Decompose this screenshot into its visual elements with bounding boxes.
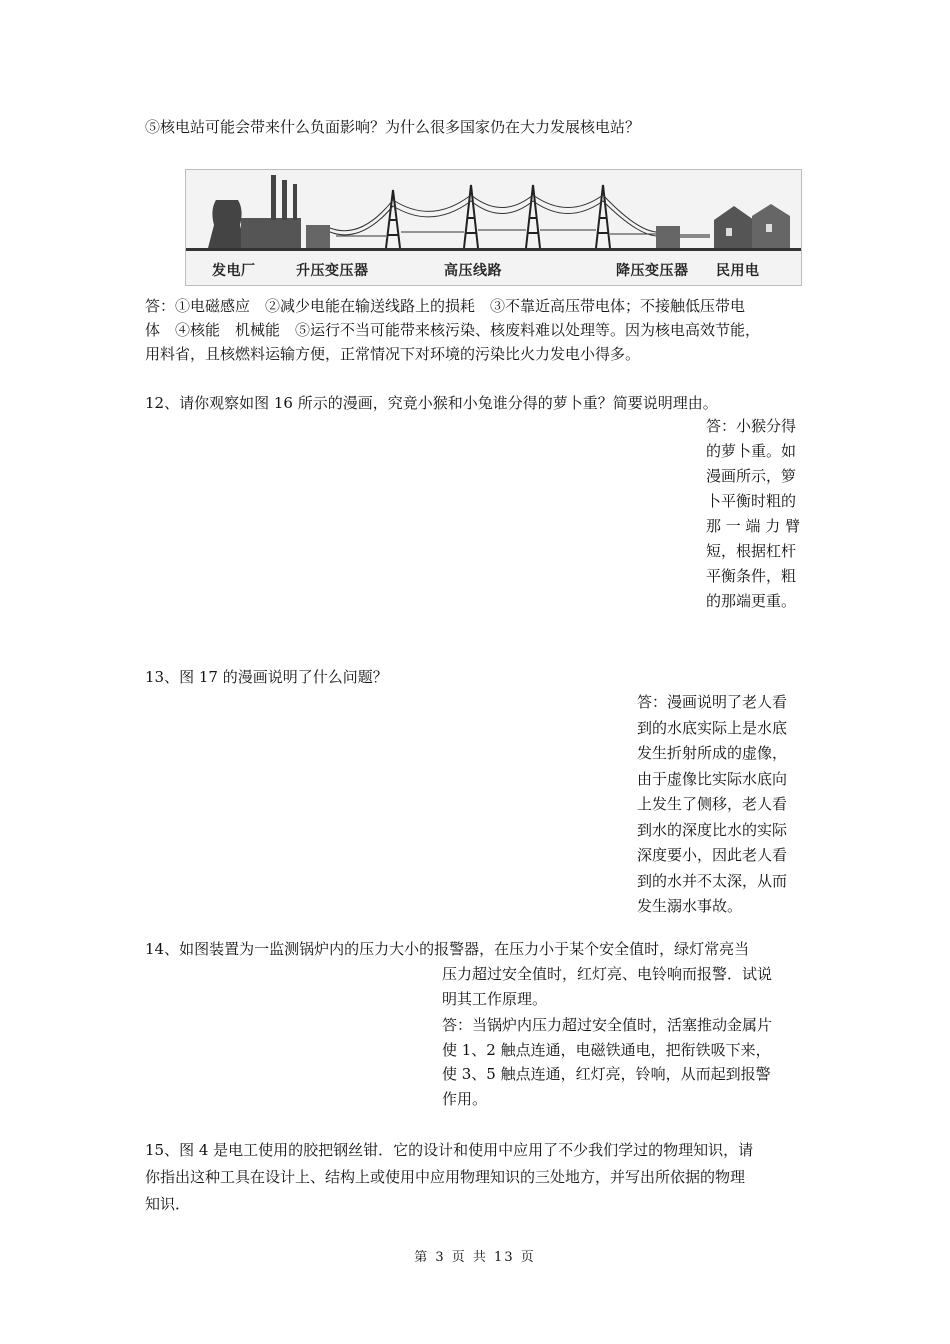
q11-answer-line: 体 ④核能 机械能 ⑤运行不当可能带来核污染、核废料难以处理等。因为核电高效节能， bbox=[145, 321, 761, 339]
q13-answer bbox=[637, 690, 787, 920]
q14-question-line: 压力超过安全值时，红灯亮、电铃响而报警．试说 bbox=[442, 965, 773, 983]
figure-label-household: 民用电 bbox=[716, 263, 760, 279]
q13-question: 13、图 17 的漫画说明了什么问题？ bbox=[145, 668, 388, 686]
q12-answer bbox=[706, 414, 800, 614]
q12-answer-line: 卜平衡时粗的 bbox=[706, 492, 797, 510]
q14-answer-line: 使 3、5 触点连通，红灯亮，铃响，从而起到报警 bbox=[442, 1065, 771, 1083]
q11-answer-line: 用料省，且核燃料运输方便，正常情况下对环境的污染比火力发电小得多。 bbox=[145, 345, 641, 363]
q12-question: 12、请你观察如图 16 所示的漫画，究竟小猴和小兔谁分得的萝卜重？简要说明理由。 bbox=[145, 394, 718, 412]
q15-question bbox=[145, 1137, 753, 1218]
q14-answer-line: 答：当锅炉内压力超过安全值时，活塞推动金属片 bbox=[442, 1016, 773, 1034]
q13-answer-line: 答：漫画说明了老人看 bbox=[637, 693, 788, 711]
q14-question: 14、如图装置为一监测锅炉内的压力大小的报警器，在压力小于某个安全值时，绿灯常亮当 bbox=[145, 940, 750, 958]
q15-question-line: 你指出这种工具在设计上、结构上或使用中应用物理知识的三处地方，并写出所依据的物理 bbox=[145, 1168, 746, 1186]
q14-answer-line: 使 1、2 触点连通，电磁铁通电，把衔铁吸下来， bbox=[442, 1040, 771, 1059]
q14-question-continued bbox=[442, 962, 772, 1011]
q11-answer-line: 答：①电磁感应 ②减少电能在输送线路上的损耗 ③不靠近高压带电体；不接触低压带电 bbox=[145, 297, 746, 315]
q14-question-line: 明其工作原理。 bbox=[442, 989, 548, 1008]
q15-question-line: 15、图 4 是电工使用的胶把钢丝钳．它的设计和使用中应用了不少我们学过的物理知识，请 bbox=[145, 1141, 754, 1159]
figure-label-step-down: 降压变压器 bbox=[616, 263, 689, 279]
q13-answer-line: 到的水并不太深，从而 bbox=[637, 871, 788, 890]
q12-answer-line: 那 一 端 力 臂 bbox=[706, 517, 801, 535]
q14-answer-line: 作用。 bbox=[442, 1089, 488, 1108]
q12-answer-line: 漫画所示，箩 bbox=[706, 467, 797, 485]
q14-answer bbox=[442, 1013, 772, 1111]
q12-answer-line: 短，根据杠杆 bbox=[706, 542, 797, 560]
q12-answer-line: 的那端更重。 bbox=[706, 592, 797, 610]
q15-question-line: 知识． bbox=[145, 1195, 191, 1213]
q13-answer-line: 发生溺水事故。 bbox=[637, 897, 743, 915]
q13-answer-line: 由于虚像比实际水底向 bbox=[637, 769, 788, 788]
q12-answer-line: 答：小猴分得 bbox=[706, 417, 797, 435]
q13-answer-line: 上发生了侧移，老人看 bbox=[637, 795, 788, 813]
q13-answer-line: 到的水底实际上是水底 bbox=[637, 718, 788, 737]
q11-answer bbox=[145, 294, 760, 366]
power-transmission-figure bbox=[185, 169, 802, 286]
q13-answer-line: 深度要小，因此老人看 bbox=[637, 846, 788, 864]
q13-answer-line: 到水的深度比水的实际 bbox=[637, 820, 788, 839]
q12-answer-line: 的萝卜重。如 bbox=[706, 442, 797, 460]
page-footer: 第 3 页 共 13 页 bbox=[414, 1250, 536, 1265]
figure-label-plant: 发电厂 bbox=[212, 263, 256, 279]
figure-label-high-voltage: 高压线路 bbox=[444, 263, 502, 279]
figure-label-step-up: 升压变压器 bbox=[296, 263, 369, 279]
q13-answer-line: 发生折射所成的虚像， bbox=[637, 744, 788, 762]
q12-answer-line: 平衡条件，粗 bbox=[706, 567, 797, 585]
q11-item5: ⑤核电站可能会带来什么负面影响？为什么很多国家仍在大力发展核电站？ bbox=[145, 118, 641, 136]
